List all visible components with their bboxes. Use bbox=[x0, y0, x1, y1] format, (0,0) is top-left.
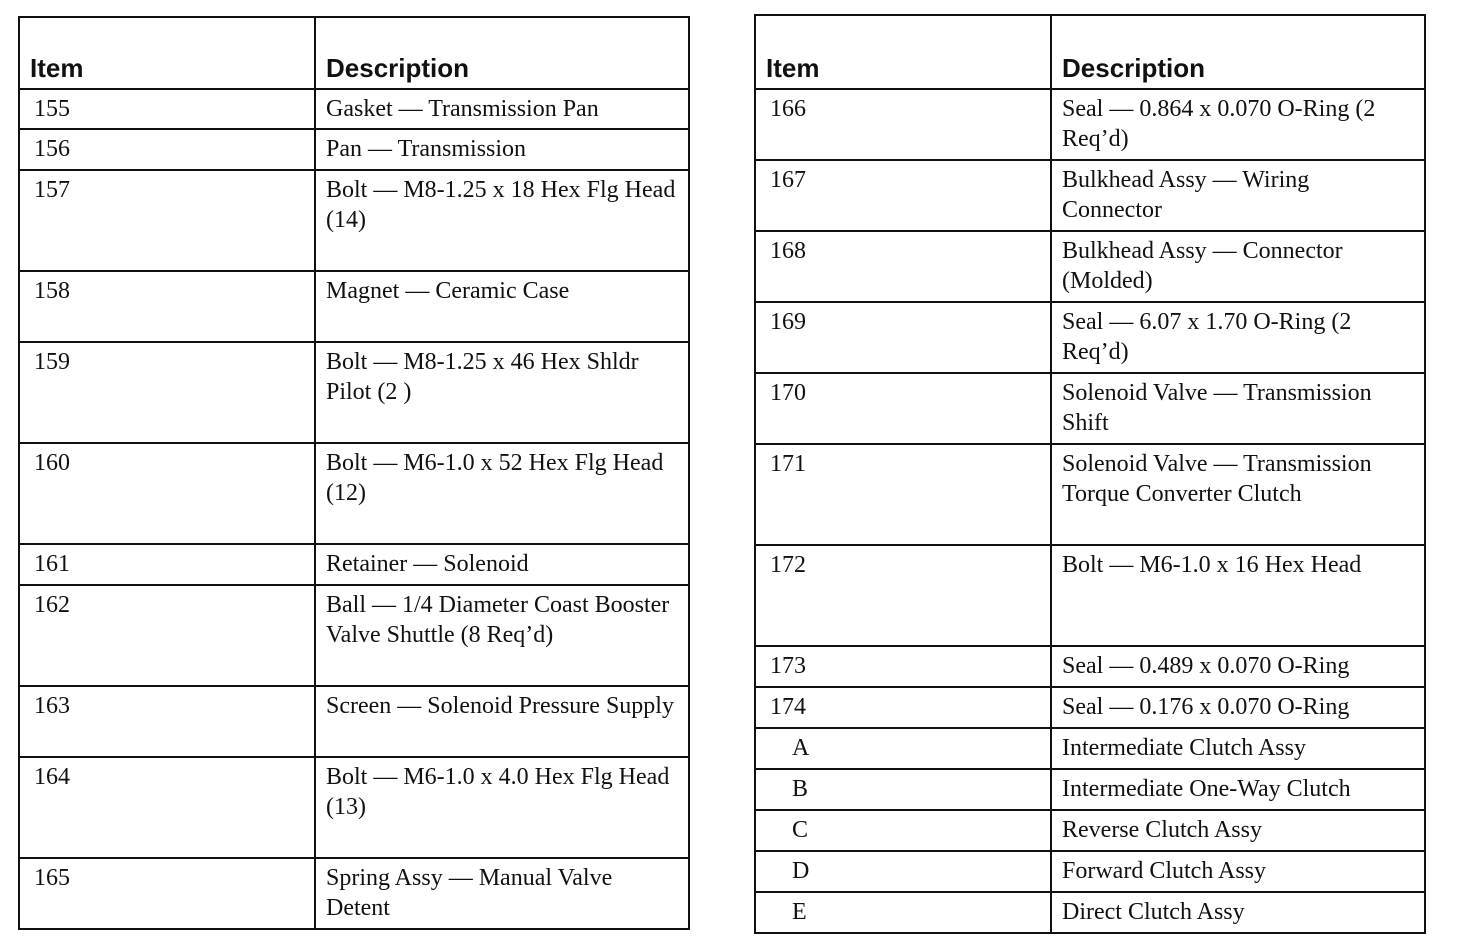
item-number: 155 bbox=[19, 89, 315, 129]
item-description: Seal — 0.864 x 0.070 O-Ring (2 Req’d) bbox=[1051, 89, 1425, 160]
item-number: 170 bbox=[755, 373, 1051, 444]
item-number: 161 bbox=[19, 544, 315, 585]
item-column-header: Item bbox=[755, 15, 1051, 89]
item-number: 172 bbox=[755, 545, 1051, 646]
item-description: Screen — Solenoid Pressure Supply bbox=[315, 686, 689, 757]
table-row bbox=[19, 585, 689, 686]
table-row bbox=[755, 231, 1425, 302]
item-number: 162 bbox=[19, 585, 315, 686]
table-row bbox=[755, 373, 1425, 444]
table-row bbox=[755, 892, 1425, 933]
table-header-row bbox=[19, 17, 689, 89]
item-description: Intermediate Clutch Assy bbox=[1051, 728, 1425, 769]
item-description: Magnet — Ceramic Case bbox=[315, 271, 689, 342]
table-row bbox=[755, 160, 1425, 231]
item-number: 159 bbox=[19, 342, 315, 443]
item-description: Gasket — Transmission Pan bbox=[315, 89, 689, 129]
item-letter: E bbox=[755, 892, 1051, 933]
item-number: 165 bbox=[19, 858, 315, 929]
table-row bbox=[19, 129, 689, 170]
table-row bbox=[19, 271, 689, 342]
table-row bbox=[19, 443, 689, 544]
item-description: Bolt — M6-1.0 x 52 Hex Flg Head (12) bbox=[315, 443, 689, 544]
item-number: 157 bbox=[19, 170, 315, 271]
item-letter: A bbox=[755, 728, 1051, 769]
item-description: Direct Clutch Assy bbox=[1051, 892, 1425, 933]
table-row bbox=[755, 302, 1425, 373]
table-row bbox=[19, 686, 689, 757]
item-number: 156 bbox=[19, 129, 315, 170]
item-letter: C bbox=[755, 810, 1051, 851]
item-number: 171 bbox=[755, 444, 1051, 545]
item-description: Bolt — M6-1.0 x 16 Hex Head bbox=[1051, 545, 1425, 646]
item-description: Ball — 1/4 Diameter Coast Booster Valve Shuttle (8 Req’d) bbox=[315, 585, 689, 686]
table-row bbox=[755, 444, 1425, 545]
table-row bbox=[755, 810, 1425, 851]
item-number: 167 bbox=[755, 160, 1051, 231]
table-row bbox=[755, 545, 1425, 646]
item-description: Solenoid Valve — Transmission Torque Converter Clutch bbox=[1051, 444, 1425, 545]
table-row bbox=[19, 89, 689, 129]
item-number: 158 bbox=[19, 271, 315, 342]
table-row bbox=[755, 769, 1425, 810]
item-description: Forward Clutch Assy bbox=[1051, 851, 1425, 892]
item-number: 164 bbox=[19, 757, 315, 858]
item-description: Reverse Clutch Assy bbox=[1051, 810, 1425, 851]
table-row bbox=[755, 687, 1425, 728]
item-description: Bulkhead Assy — Connector (Molded) bbox=[1051, 231, 1425, 302]
parts-table-left bbox=[18, 16, 690, 930]
item-letter: B bbox=[755, 769, 1051, 810]
item-column-header: Item bbox=[19, 17, 315, 89]
item-description: Seal — 6.07 x 1.70 O-Ring (2 Req’d) bbox=[1051, 302, 1425, 373]
item-description: Bolt — M6-1.0 x 4.0 Hex Flg Head (13) bbox=[315, 757, 689, 858]
table-row bbox=[19, 342, 689, 443]
item-description: Retainer — Solenoid bbox=[315, 544, 689, 585]
item-number: 169 bbox=[755, 302, 1051, 373]
description-column-header: Description bbox=[315, 17, 689, 89]
item-description: Bolt — M8-1.25 x 18 Hex Flg Head (14) bbox=[315, 170, 689, 271]
item-number: 163 bbox=[19, 686, 315, 757]
item-description: Seal — 0.176 x 0.070 O-Ring bbox=[1051, 687, 1425, 728]
table-row bbox=[19, 170, 689, 271]
item-number: 174 bbox=[755, 687, 1051, 728]
item-number: 173 bbox=[755, 646, 1051, 687]
table-row bbox=[19, 757, 689, 858]
table-row bbox=[755, 728, 1425, 769]
item-description: Seal — 0.489 x 0.070 O-Ring bbox=[1051, 646, 1425, 687]
description-column-header: Description bbox=[1051, 15, 1425, 89]
item-description: Intermediate One-Way Clutch bbox=[1051, 769, 1425, 810]
item-description: Bolt — M8-1.25 x 46 Hex Shldr Pilot (2 ) bbox=[315, 342, 689, 443]
table-row bbox=[19, 858, 689, 929]
item-number: 168 bbox=[755, 231, 1051, 302]
item-description: Spring Assy — Manual Valve Detent bbox=[315, 858, 689, 929]
item-description: Solenoid Valve — Transmission Shift bbox=[1051, 373, 1425, 444]
item-letter: D bbox=[755, 851, 1051, 892]
table-row bbox=[755, 851, 1425, 892]
item-description: Pan — Transmission bbox=[315, 129, 689, 170]
table-row bbox=[19, 544, 689, 585]
parts-table-right bbox=[754, 14, 1426, 934]
item-description: Bulkhead Assy — Wiring Connector bbox=[1051, 160, 1425, 231]
table-header-row bbox=[755, 15, 1425, 89]
table-row bbox=[755, 646, 1425, 687]
item-number: 166 bbox=[755, 89, 1051, 160]
item-number: 160 bbox=[19, 443, 315, 544]
table-row bbox=[755, 89, 1425, 160]
